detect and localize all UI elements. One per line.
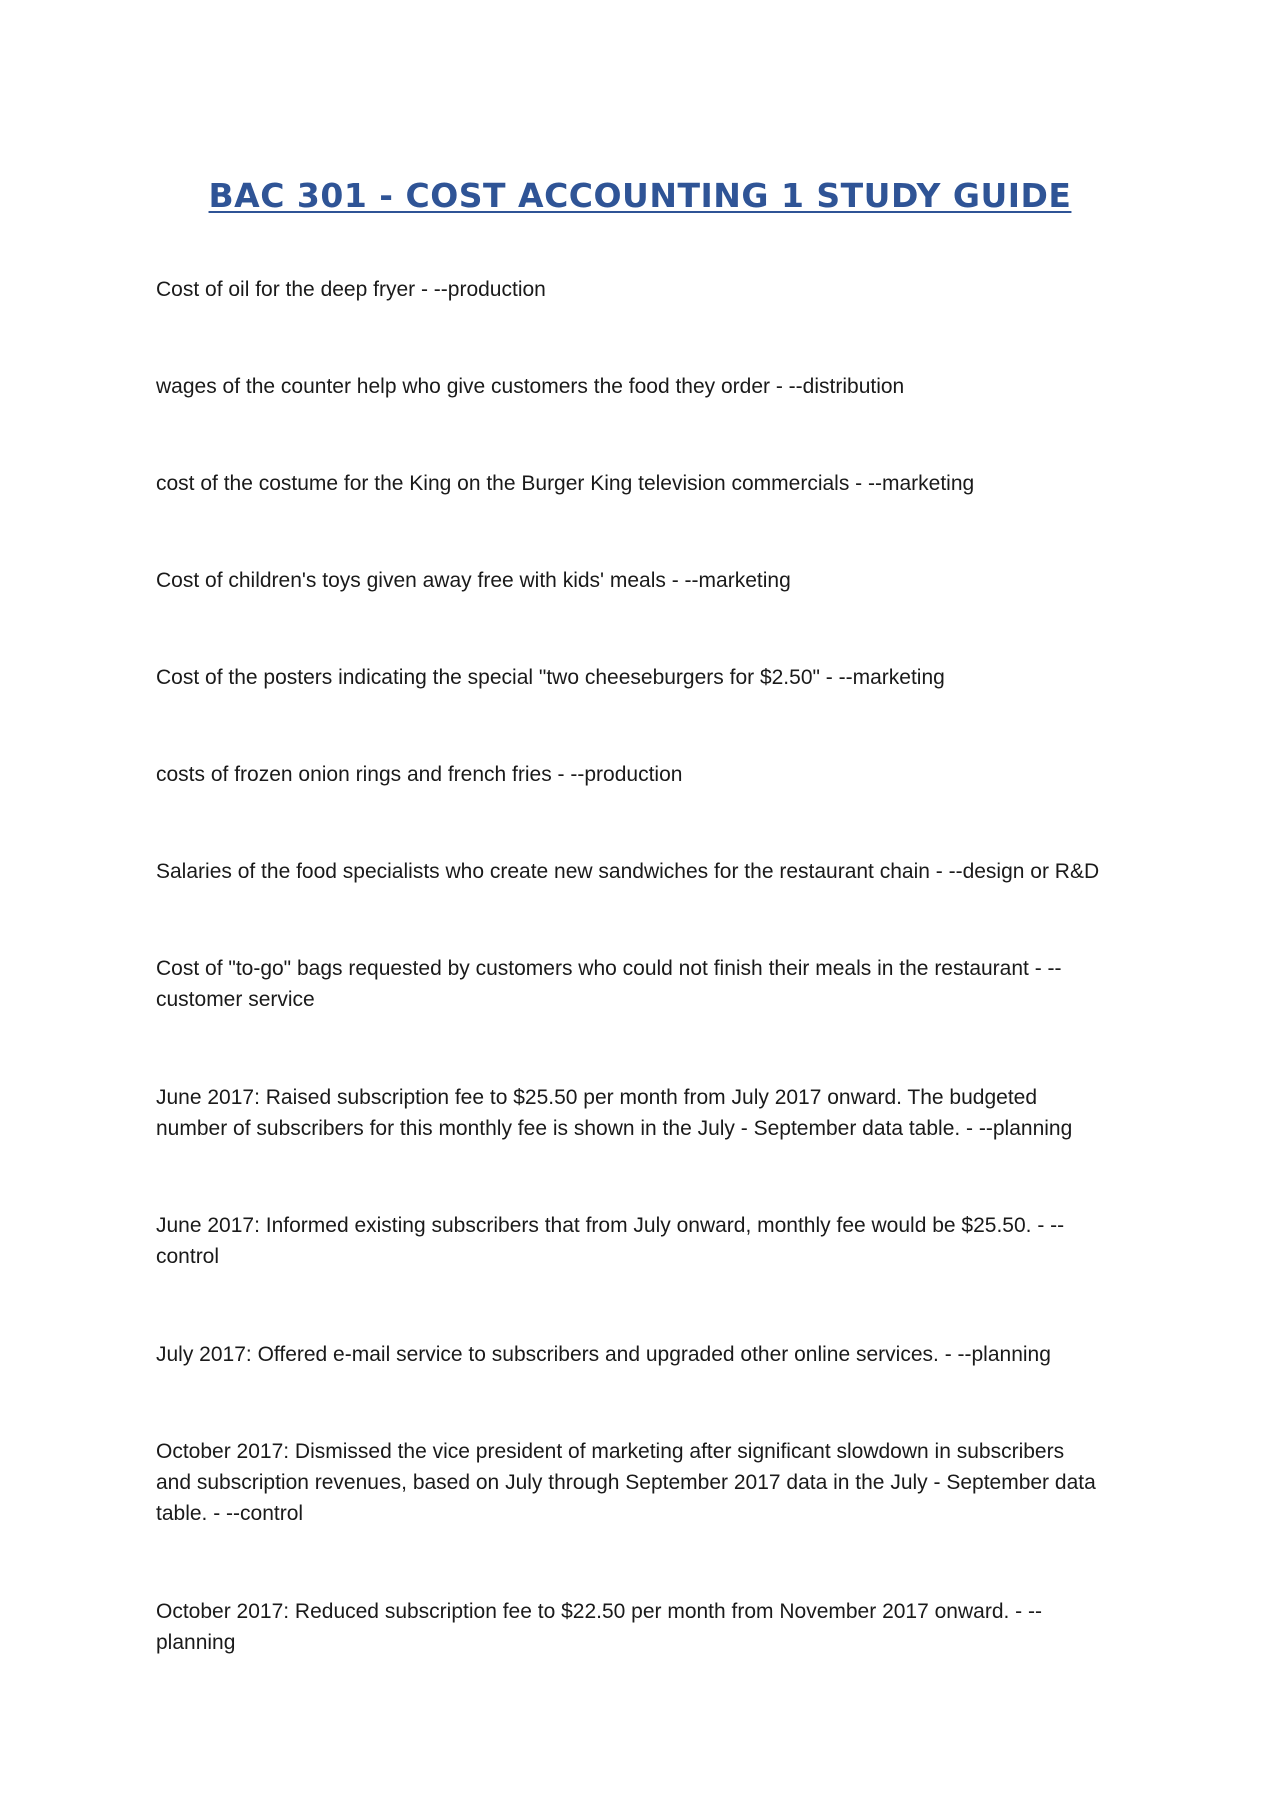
study-item-text-line: table. - --control: [156, 1502, 304, 1525]
study-item-text-line: control: [156, 1245, 220, 1268]
study-item: [156, 371, 1146, 402]
study-item: [156, 468, 1146, 499]
study-item: [156, 759, 1146, 790]
study-item: [156, 274, 1146, 305]
study-item-text-line: number of subscribers for this monthly fee is shown in the July - September data table. - --planning: [156, 1117, 1073, 1140]
study-item-text: Cost of oil for the deep fryer - --production: [156, 278, 546, 301]
study-item-text-line: planning: [156, 1631, 236, 1654]
study-item: [156, 1339, 1146, 1370]
study-item-text: July 2017: Offered e-mail service to subscribers and upgraded other online services. - --planning: [156, 1343, 1051, 1366]
study-item-text: wages of the counter help who give customers the food they order - --distribution: [156, 375, 905, 398]
study-item-text-line: Cost of "to-go" bags requested by customers who could not finish their meals in the restaurant - --: [156, 957, 1062, 980]
study-item-text-line: June 2017: Informed existing subscribers that from July onward, monthly fee would be $25.50. - --: [156, 1214, 1065, 1237]
study-item: [156, 1436, 1146, 1529]
study-item-text-line: customer service: [156, 988, 315, 1011]
study-item-text-line: October 2017: Reduced subscription fee to $22.50 per month from November 2017 onward. - --: [156, 1600, 1042, 1623]
study-item-text: Cost of the posters indicating the special "two cheeseburgers for $2.50" - --marketing: [156, 666, 945, 689]
study-item-text: Salaries of the food specialists who create new sandwiches for the restaurant chain - --design or R&D: [156, 860, 1100, 883]
study-item-text: costs of frozen onion rings and french fries - --production: [156, 763, 683, 786]
study-item-text: cost of the costume for the King on the Burger King television commercials - --marketing: [156, 472, 975, 495]
study-item-text-line: October 2017: Dismissed the vice president of marketing after significant slowdown in subscribers: [156, 1440, 1065, 1463]
study-item-text-line: June 2017: Raised subscription fee to $25.50 per month from July 2017 onward. The budgeted: [156, 1086, 1038, 1109]
study-item: [156, 1082, 1146, 1144]
study-item: [156, 565, 1146, 596]
study-item-text-line: and subscription revenues, based on July through September 2017 data in the July - September data: [156, 1471, 1096, 1494]
study-item: [156, 856, 1146, 887]
study-item: [156, 1210, 1146, 1272]
study-item-text: Cost of children's toys given away free with kids' meals - --marketing: [156, 569, 791, 592]
study-item: [156, 662, 1146, 693]
document-title: BAC 301 - COST ACCOUNTING 1 STUDY GUIDE: [208, 176, 1072, 215]
study-item: [156, 953, 1146, 1015]
study-item: [156, 1596, 1146, 1658]
